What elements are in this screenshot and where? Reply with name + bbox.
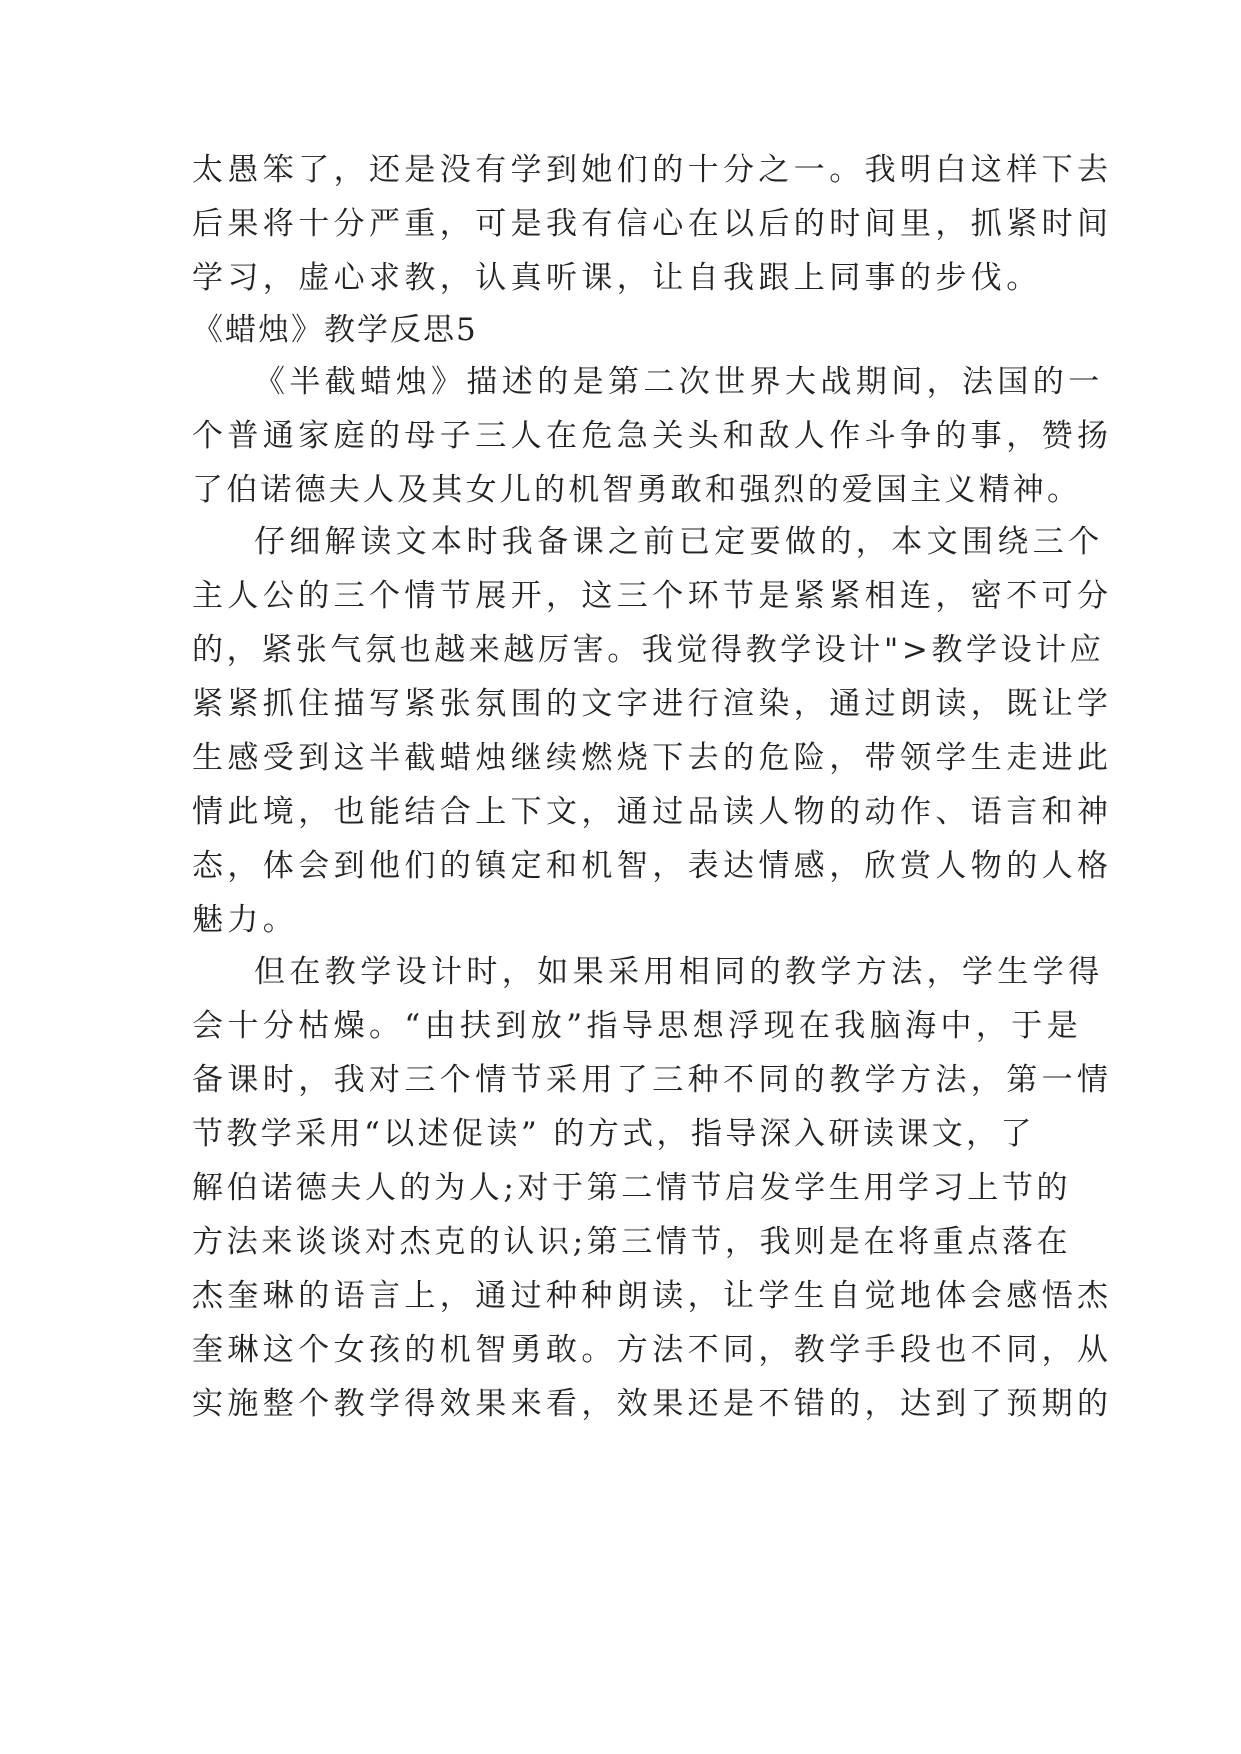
text-line: 仔细解读文本时我备课之前已定要做的，本文围绕三个 [254,524,1104,560]
text-line: 学习，虚心求教，认真听课，让自我跟上同事的步伐。 [192,260,1042,296]
text-line: 实施整个教学得效果来看，效果还是不错的，达到了预期的 [192,1386,1113,1422]
text-line: 个普通家庭的母子三人在危急关头和敌人作斗争的事，赞扬 [192,418,1113,454]
text-line: 的，紧张气氛也越来越厉害。我觉得教学设计">教学设计应 [192,632,1105,668]
text-line: 解伯诺德夫人的为人;对于第二情节启发学生用学习上节的 [192,1170,1072,1206]
text-line: 了伯诺德夫人及其女儿的机智勇敢和强烈的爱国主义精神。 [192,472,1082,508]
text-line: 奎琳这个女孩的机智勇敢。方法不同，教学手段也不同，从 [192,1332,1113,1368]
text-line: 魅力。 [192,902,299,938]
text-line: 节教学采用“以述促读” 的方式，指导深入研读课文，了 [192,1116,1035,1152]
text-line: 《半截蜡烛》描述的是第二次世界大战期间，法国的一 [254,364,1104,400]
text-line: 杰奎琳的语言上，通过种种朗读，让学生自觉地体会感悟杰 [192,1278,1113,1314]
text-line: 但在教学设计时，如果采用相同的教学方法，学生学得 [254,954,1104,990]
section-heading: 《蜡烛》教学反思5 [192,312,478,348]
text-line: 备课时，我对三个情节采用了三种不同的教学方法，第一情 [192,1062,1113,1098]
text-line: 生感受到这半截蜡烛继续燃烧下去的危险，带领学生走进此 [192,740,1113,776]
text-line: 后果将十分严重，可是我有信心在以后的时间里，抓紧时间 [192,206,1113,242]
text-line: 情此境，也能结合上下文，通过品读人物的动作、语言和神 [192,794,1113,830]
text-line: 主人公的三个情节展开，这三个环节是紧紧相连，密不可分 [192,578,1113,614]
text-line: 态，体会到他们的镇定和机智，表达情感，欣赏人物的人格 [192,848,1113,884]
text-line: 会十分枯燥。“由扶到放”指导思想浮现在我脑海中，于是 [192,1008,1083,1044]
text-line: 太愚笨了，还是没有学到她们的十分之一。我明白这样下去 [192,152,1113,188]
text-line: 紧紧抓住描写紧张氛围的文字进行渲染，通过朗读，既让学 [192,686,1113,722]
text-line: 方法来谈谈对杰克的认识;第三情节，我则是在将重点落在 [192,1224,1072,1260]
